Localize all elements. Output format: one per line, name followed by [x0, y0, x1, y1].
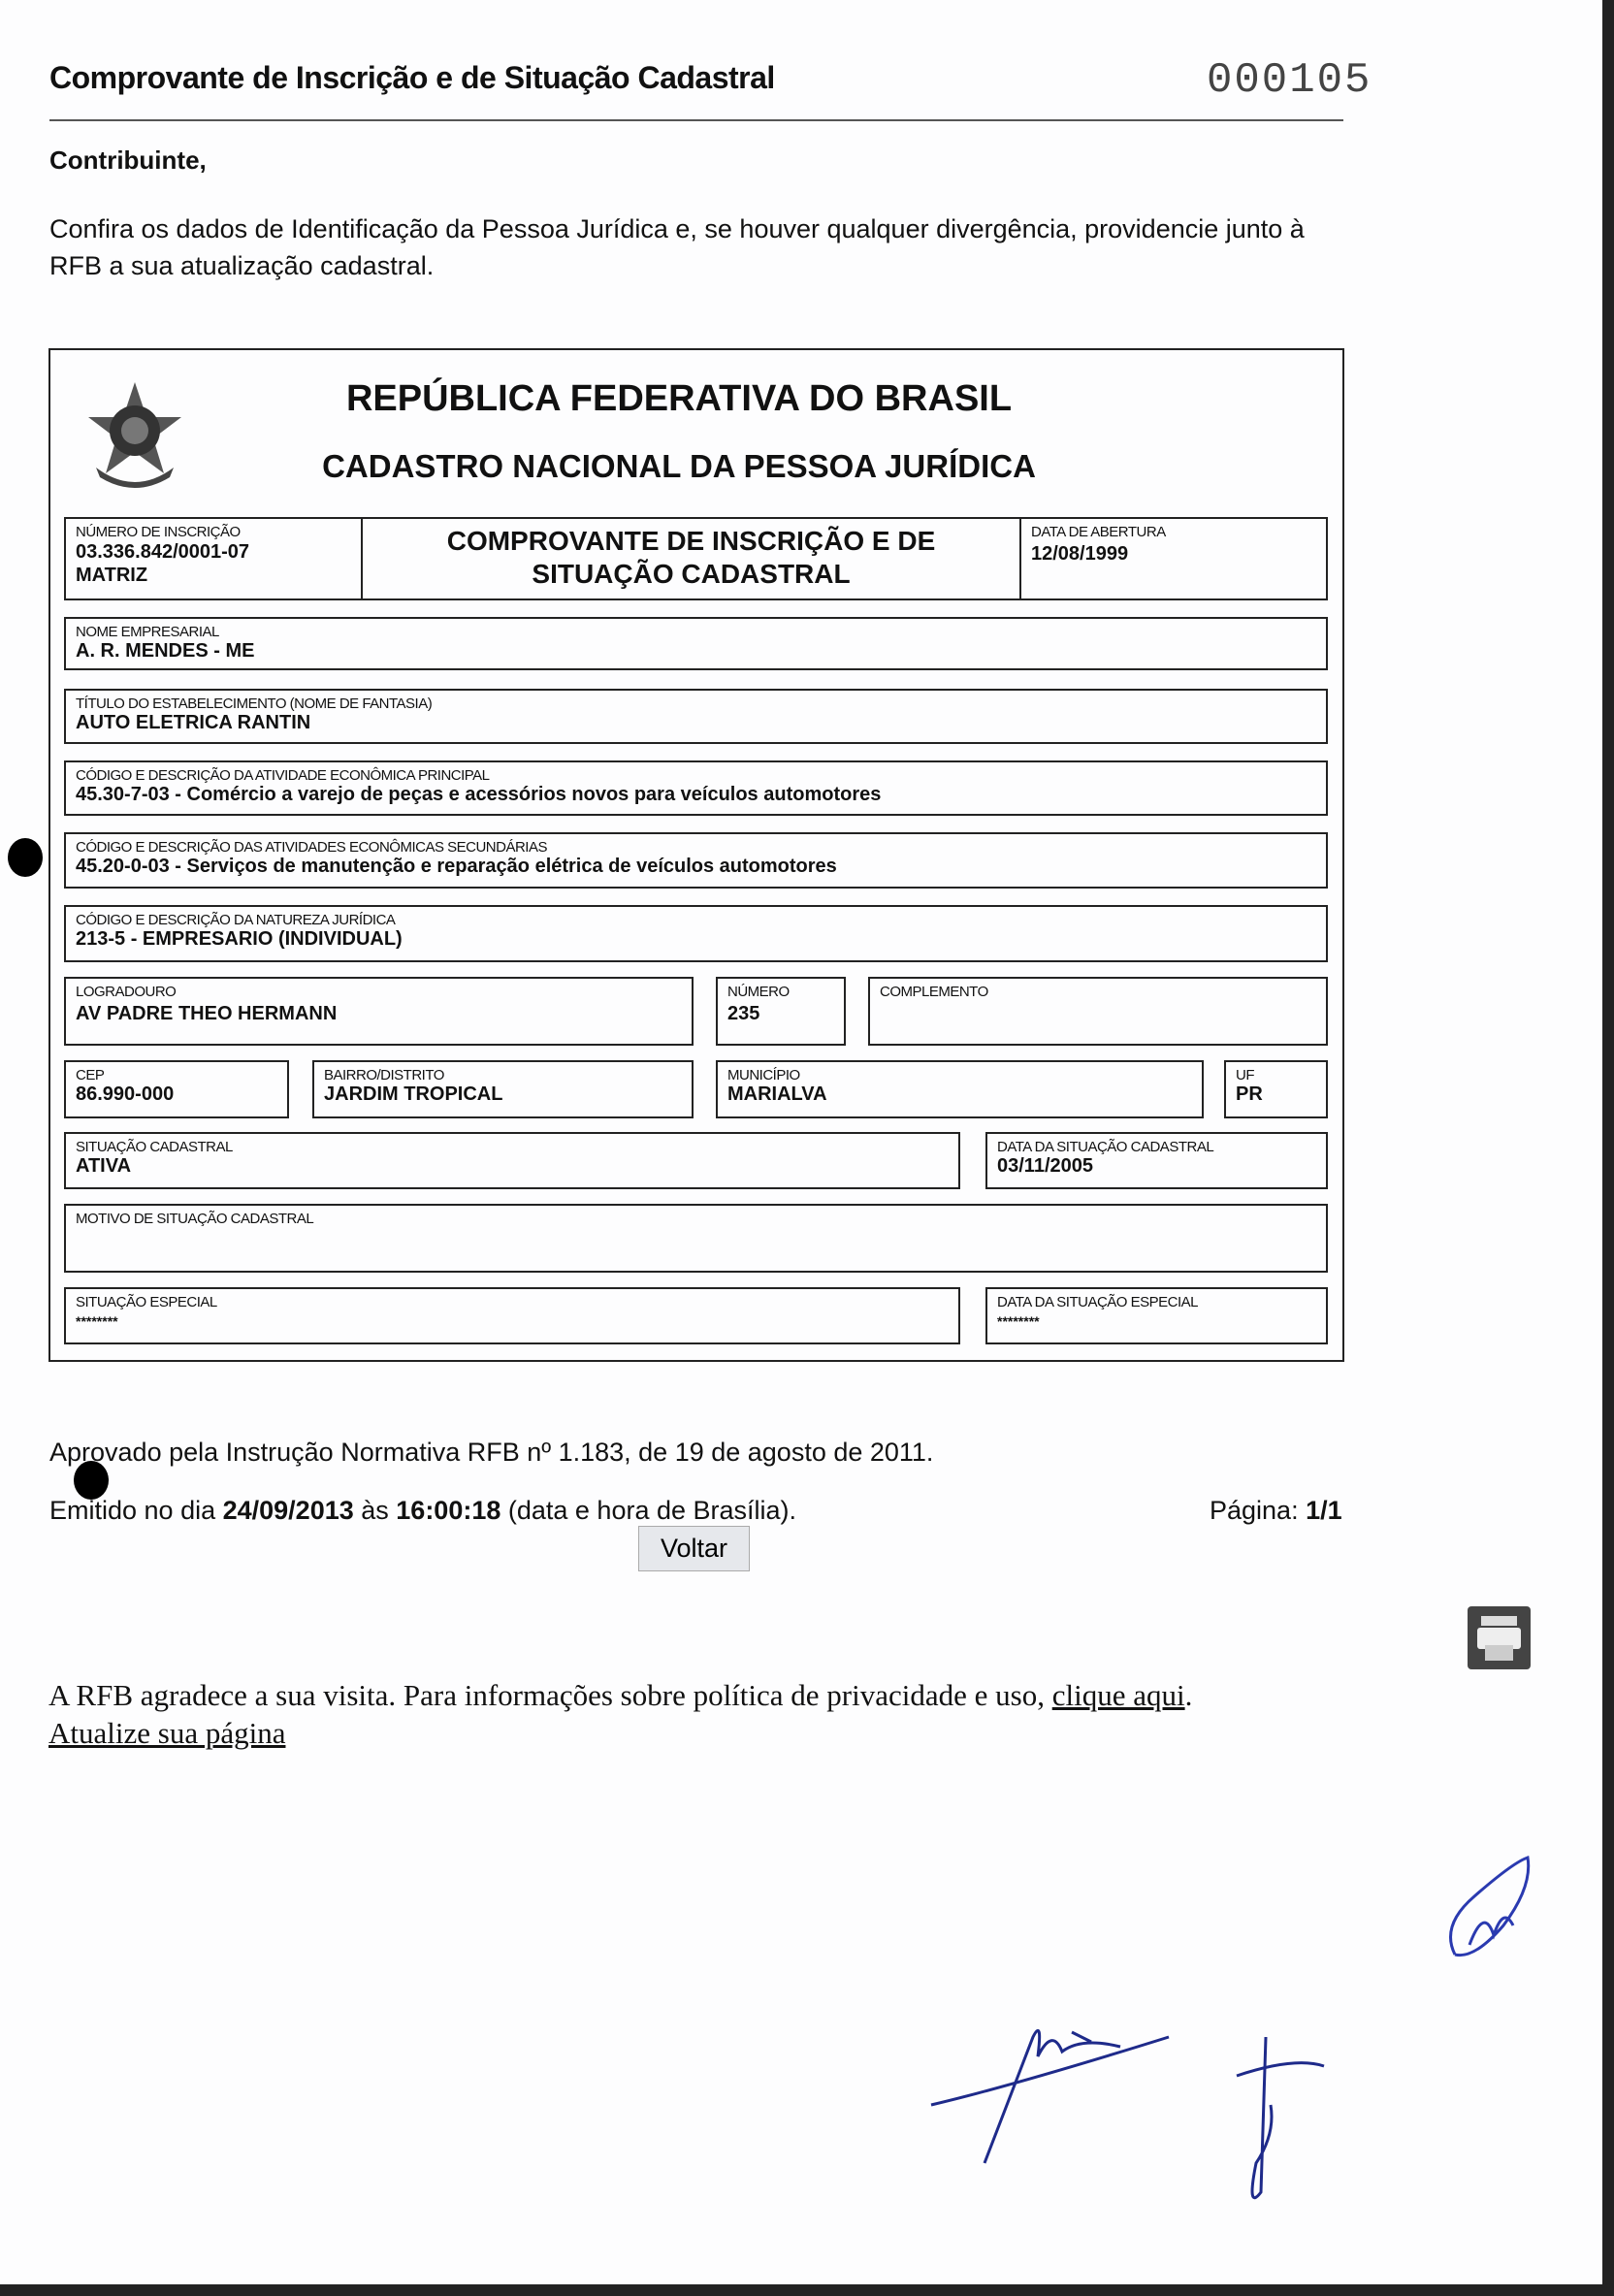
printer-icon[interactable] [1468, 1606, 1531, 1669]
field-data-situacao-especial [985, 1287, 1328, 1344]
value: 03.336.842/0001-07 [76, 541, 250, 563]
emitido-prefix: Emitido no dia [49, 1496, 223, 1525]
label: MOTIVO DE SITUAÇÃO CADASTRAL [76, 1211, 314, 1227]
value: ******** [76, 1313, 118, 1329]
field-cep [64, 1060, 289, 1118]
value: A. R. MENDES - ME [76, 640, 255, 662]
label: NOME EMPRESARIAL [76, 624, 219, 640]
label: SITUAÇÃO CADASTRAL [76, 1139, 233, 1155]
greeting: Contribuinte, [49, 146, 207, 175]
brazil-coat-of-arms-icon [85, 380, 184, 493]
label: SITUAÇÃO ESPECIAL [76, 1294, 217, 1310]
label: BAIRRO/DISTRITO [324, 1067, 444, 1083]
field-complemento [868, 977, 1328, 1046]
stamp-number: 000105 [1207, 56, 1372, 105]
value: MARIALVA [727, 1083, 827, 1105]
aprovado-text: Aprovado pela Instrução Normativa RFB nº 1.183, de 19 de agosto de 2011. [49, 1438, 934, 1467]
label: DATA DE ABERTURA [1031, 524, 1166, 540]
voltar-button[interactable]: Voltar [638, 1526, 750, 1571]
label: LOGRADOURO [76, 984, 177, 1000]
value: 12/08/1999 [1031, 543, 1129, 565]
label: CÓDIGO E DESCRIÇÃO DA NATUREZA JURÍDICA [76, 912, 396, 928]
label: TÍTULO DO ESTABELECIMENTO (NOME DE FANTASIA) [76, 695, 433, 712]
divider [49, 119, 1343, 121]
page-title: Comprovante de Inscrição e de Situação Cadastral [49, 60, 775, 95]
value: ******** [997, 1313, 1040, 1329]
signature-initials [1436, 1848, 1537, 1974]
value: 45.20-0-03 - Serviços de manutenção e reparação elétrica de veículos automotores [76, 856, 837, 877]
signatures [926, 2018, 1334, 2212]
field-data-situacao [985, 1132, 1328, 1189]
label: MUNICÍPIO [727, 1067, 800, 1083]
label: DATA DA SITUAÇÃO CADASTRAL [997, 1139, 1214, 1155]
field-numero-inscricao [64, 517, 363, 600]
heading-republica: REPÚBLICA FEDERATIVA DO BRASIL [345, 378, 1013, 419]
value: 03/11/2005 [997, 1155, 1093, 1177]
emitido-text [49, 1496, 796, 1526]
field-natureza-juridica [64, 905, 1328, 962]
label: CÓDIGO E DESCRIÇÃO DA ATIVIDADE ECONÔMICA PRINCIPAL [76, 767, 490, 784]
field-motivo [64, 1204, 1328, 1273]
clique-aqui-link[interactable]: clique aqui [1051, 1678, 1185, 1712]
value: PR [1236, 1083, 1263, 1105]
value: 213-5 - EMPRESARIO (INDIVIDUAL) [76, 928, 403, 950]
page-label: Página: [1210, 1496, 1307, 1525]
value: 45.30-7-03 - Comércio a varejo de peças e acessórios novos para veículos automotores [76, 784, 882, 805]
page-value: 1/1 [1306, 1496, 1342, 1525]
value: 235 [727, 1003, 760, 1024]
page-indicator [1210, 1496, 1342, 1526]
atualize-link[interactable]: Atualize sua página [48, 1716, 286, 1750]
field-situacao-cadastral [64, 1132, 960, 1189]
value-type: MATRIZ [76, 565, 148, 586]
emitido-time: 16:00:18 [396, 1496, 501, 1525]
field-atividades-secundarias [64, 832, 1328, 889]
agradece-text [48, 1678, 1192, 1713]
label: UF [1236, 1067, 1254, 1083]
emitido-date: 24/09/2013 [222, 1496, 354, 1525]
heading-cadastro: CADASTRO NACIONAL DA PESSOA JURÍDICA [322, 448, 1036, 484]
field-municipio [716, 1060, 1204, 1118]
label: NÚMERO [727, 984, 790, 1000]
field-titulo-estabelecimento [64, 689, 1328, 744]
scan-edge-bottom [0, 2284, 1614, 2296]
field-uf [1224, 1060, 1328, 1118]
field-bairro [312, 1060, 694, 1118]
field-data-abertura [1019, 517, 1328, 600]
field-atividade-principal [64, 760, 1328, 816]
label: CÓDIGO E DESCRIÇÃO DAS ATIVIDADES ECONÔMICAS SECUNDÁRIAS [76, 839, 547, 856]
value: JARDIM TROPICAL [324, 1083, 503, 1105]
label: CEP [76, 1067, 105, 1083]
value: AUTO ELETRICA RANTIN [76, 712, 311, 733]
emitido-mid: às [353, 1496, 397, 1525]
value: ATIVA [76, 1155, 132, 1177]
value: 86.990-000 [76, 1083, 175, 1105]
field-nome-empresarial [64, 617, 1328, 670]
intro-text: Confira os dados de Identificação da Pessoa Jurídica e, se houver qualquer divergência, providencie junto à RFB a sua atualização cadastral. [49, 214, 1305, 280]
period: . [1184, 1678, 1193, 1712]
field-numero [716, 977, 846, 1046]
scan-edge-right [1602, 0, 1614, 2296]
label: NÚMERO DE INSCRIÇÃO [76, 524, 241, 540]
emitido-suffix: (data e hora de Brasília). [500, 1496, 797, 1525]
value: AV PADRE THEO HERMANN [76, 1003, 338, 1024]
label: DATA DA SITUAÇÃO ESPECIAL [997, 1294, 1199, 1310]
field-situacao-especial [64, 1287, 960, 1344]
field-logradouro [64, 977, 694, 1046]
agradece-body: A RFB agradece a sua visita. Para informações sobre política de privacidade e uso, [48, 1678, 1052, 1712]
document-title: COMPROVANTE DE INSCRIÇÃO E DE SITUAÇÃO CADASTRAL [361, 517, 1021, 600]
punch-hole [8, 838, 43, 877]
label: COMPLEMENTO [880, 984, 988, 1000]
